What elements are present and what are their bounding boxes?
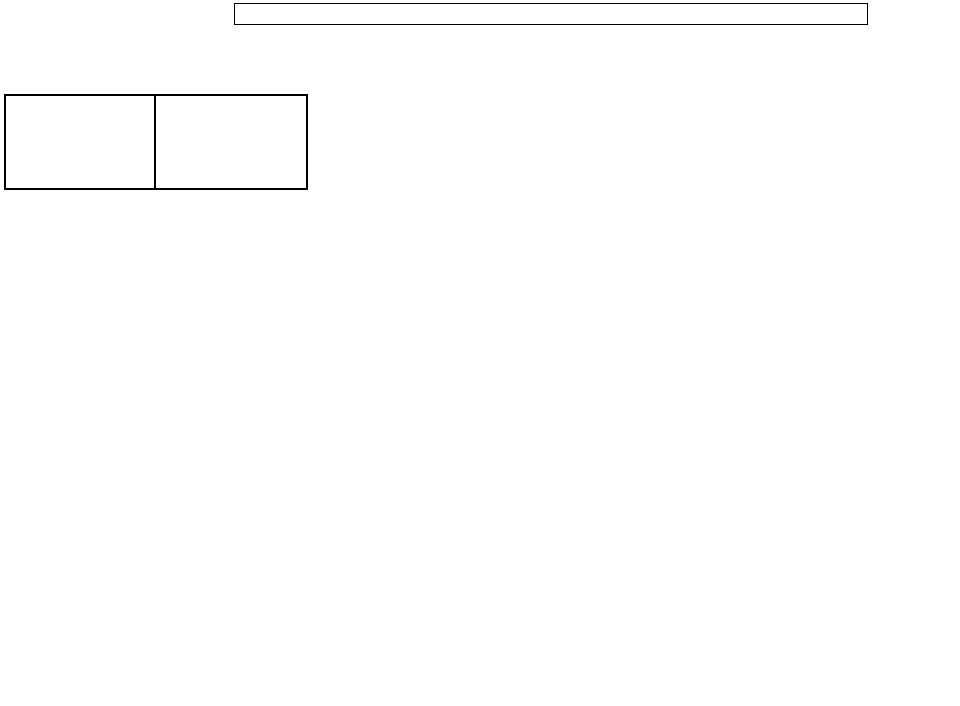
amount-header-frame [154, 94, 308, 190]
account-header-frame [4, 94, 156, 190]
title-box [234, 3, 868, 25]
